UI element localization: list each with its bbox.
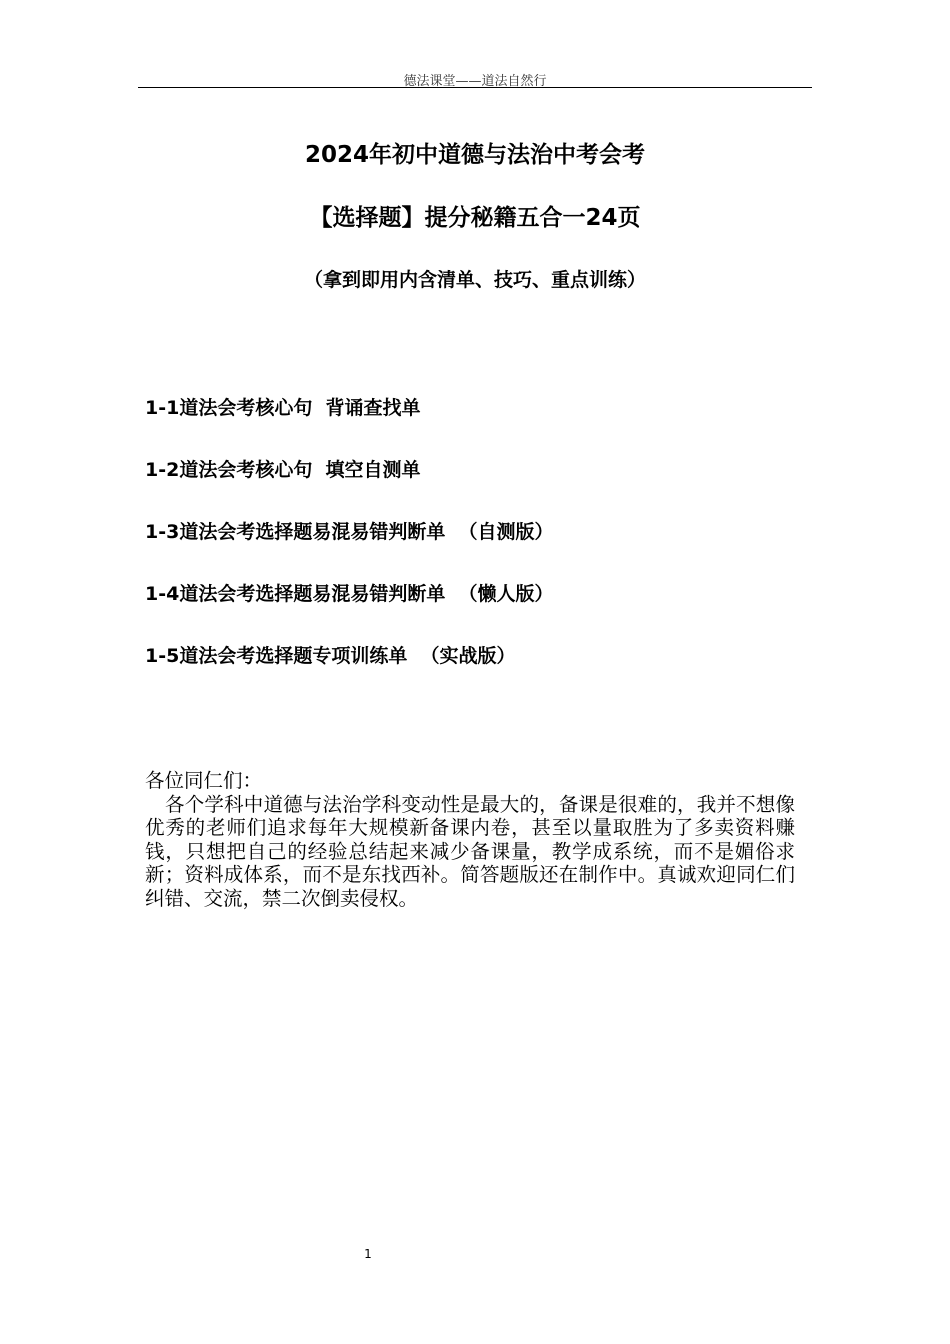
letter <box>145 769 795 910</box>
contents-item: 1-5道法会考选择题专项训练单 （实战版） <box>145 645 516 667</box>
contents-item: 1-3道法会考选择题易混易错判断单 （自测版） <box>145 521 554 543</box>
contents-item: 1-2道法会考核心句 填空自测单 <box>145 459 421 481</box>
page-number: 1 <box>364 1247 372 1261</box>
contents-item: 1-4道法会考选择题易混易错判断单 （懒人版） <box>145 583 554 605</box>
title-line-2: 【选择题】提分秘籍五合一24页 <box>309 205 641 231</box>
header-text: 德法课堂——道法自然行 <box>403 74 547 89</box>
header-divider <box>138 87 812 88</box>
contents-item: 1-1道法会考核心句 背诵查找单 <box>145 397 421 419</box>
title-line-1: 2024年初中道德与法治中考会考 <box>304 142 645 168</box>
title-line-3: （拿到即用内含清单、技巧、重点训练） <box>303 269 646 291</box>
letter-salutation: 各位同仁们： <box>145 769 263 792</box>
letter-body: 各个学科中道德与法治学科变动性是最大的，备课是很难的，我并不想像优秀的老师们追求每年大规模新备课内卷，甚至以量取胜为了多卖资料赚钱，只想把自己的经验总结起来减少备课量，教学成系统，而不是媚俗求新；资料成体系，而不是东找西补。简答题版还在制作中。真诚欢迎同仁们纠错、交流，禁二次倒卖侵权。 <box>145 792 795 910</box>
